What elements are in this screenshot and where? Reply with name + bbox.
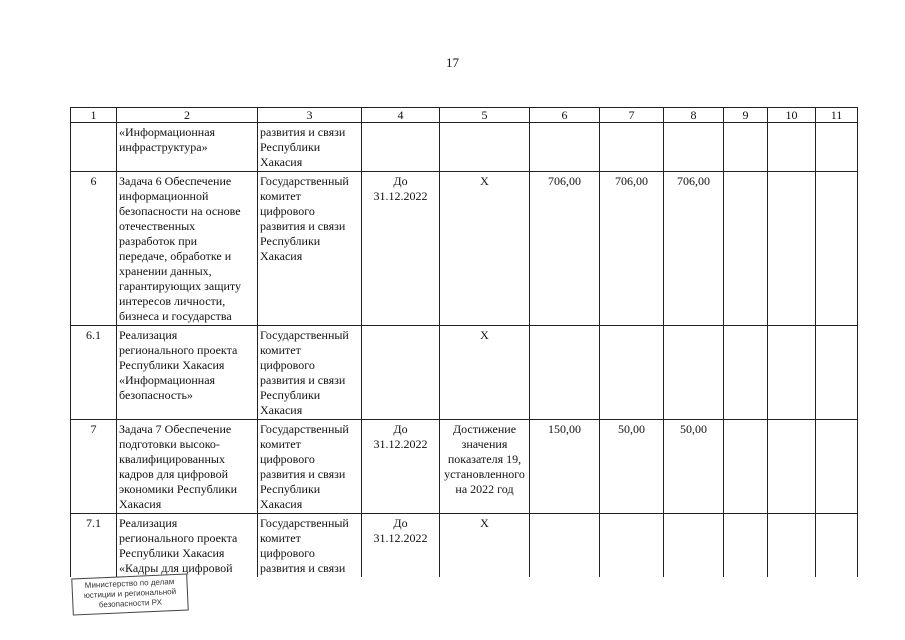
value-col-8 — [664, 123, 724, 172]
task-description: Задача 6 Обеспечение информационной безопасности на основе отечественных разработок при передаче, обработке и хранении данных, гарантирующих защиту интересов личности, бизнеса и государства — [117, 172, 258, 326]
table-row — [71, 514, 858, 578]
expected-result: Х — [440, 326, 530, 420]
value-col-8: 706,00 — [664, 172, 724, 326]
deadline — [362, 326, 440, 420]
col-header: 3 — [258, 108, 362, 123]
value-col-9 — [724, 123, 768, 172]
value-col-6 — [530, 514, 600, 578]
task-description: Задача 7 Обеспечение подготовки высоко- квалифицированных кадров для цифровой экономики Республики Хакасия — [117, 420, 258, 514]
value-col-8 — [664, 514, 724, 578]
value-col-6 — [530, 123, 600, 172]
value-col-9 — [724, 172, 768, 326]
responsible-executor: Государственный комитет цифрового развития и связи Республики Хакасия — [258, 172, 362, 326]
value-col-10 — [768, 172, 816, 326]
table-row — [71, 420, 858, 514]
task-description: «Информационная инфраструктура» — [117, 123, 258, 172]
responsible-executor: развития и связи Республики Хакасия — [258, 123, 362, 172]
col-header: 6 — [530, 108, 600, 123]
ministry-stamp: Министерство по делам юстиции и региональной безопасности РХ — [71, 573, 189, 615]
value-col-7 — [600, 326, 664, 420]
table-row — [71, 123, 858, 172]
value-col-11 — [816, 326, 858, 420]
deadline — [362, 123, 440, 172]
value-col-8: 50,00 — [664, 420, 724, 514]
col-header: 4 — [362, 108, 440, 123]
program-table — [70, 107, 858, 577]
row-number: 7 — [71, 420, 117, 514]
page-number: 17 — [446, 55, 459, 70]
value-col-6 — [530, 326, 600, 420]
value-col-11 — [816, 514, 858, 578]
value-col-10 — [768, 326, 816, 420]
value-col-9 — [724, 326, 768, 420]
row-number: 6 — [71, 172, 117, 326]
value-col-8 — [664, 326, 724, 420]
value-col-10 — [768, 420, 816, 514]
table-row — [71, 172, 858, 326]
row-number: 7.1 — [71, 514, 117, 578]
task-description: Реализация регионального проекта Республики Хакасия «Кадры для цифровой — [117, 514, 258, 578]
value-col-11 — [816, 172, 858, 326]
expected-result: Достижение значения показателя 19, установленного на 2022 год — [440, 420, 530, 514]
value-col-7 — [600, 514, 664, 578]
task-description: Реализация регионального проекта Республики Хакасия «Информационная безопасность» — [117, 326, 258, 420]
col-header: 10 — [768, 108, 816, 123]
value-col-7: 50,00 — [600, 420, 664, 514]
deadline: До 31.12.2022 — [362, 420, 440, 514]
value-col-6: 706,00 — [530, 172, 600, 326]
col-header: 11 — [816, 108, 858, 123]
responsible-executor: Государственный комитет цифрового развития и связи Республики Хакасия — [258, 326, 362, 420]
expected-result — [440, 123, 530, 172]
col-header: 7 — [600, 108, 664, 123]
value-col-6: 150,00 — [530, 420, 600, 514]
value-col-9 — [724, 420, 768, 514]
value-col-11 — [816, 123, 858, 172]
col-header: 2 — [117, 108, 258, 123]
expected-result: Х — [440, 514, 530, 578]
table-header-row — [71, 108, 858, 123]
row-number: 6.1 — [71, 326, 117, 420]
value-col-11 — [816, 420, 858, 514]
value-col-10 — [768, 123, 816, 172]
table-row — [71, 326, 858, 420]
value-col-9 — [724, 514, 768, 578]
value-col-10 — [768, 514, 816, 578]
responsible-executor: Государственный комитет цифрового развития и связи — [258, 514, 362, 578]
col-header: 9 — [724, 108, 768, 123]
col-header: 1 — [71, 108, 117, 123]
col-header: 8 — [664, 108, 724, 123]
expected-result: Х — [440, 172, 530, 326]
responsible-executor: Государственный комитет цифрового развития и связи Республики Хакасия — [258, 420, 362, 514]
row-number — [71, 123, 117, 172]
value-col-7: 706,00 — [600, 172, 664, 326]
value-col-7 — [600, 123, 664, 172]
deadline: До 31.12.2022 — [362, 172, 440, 326]
col-header: 5 — [440, 108, 530, 123]
deadline: До 31.12.2022 — [362, 514, 440, 578]
